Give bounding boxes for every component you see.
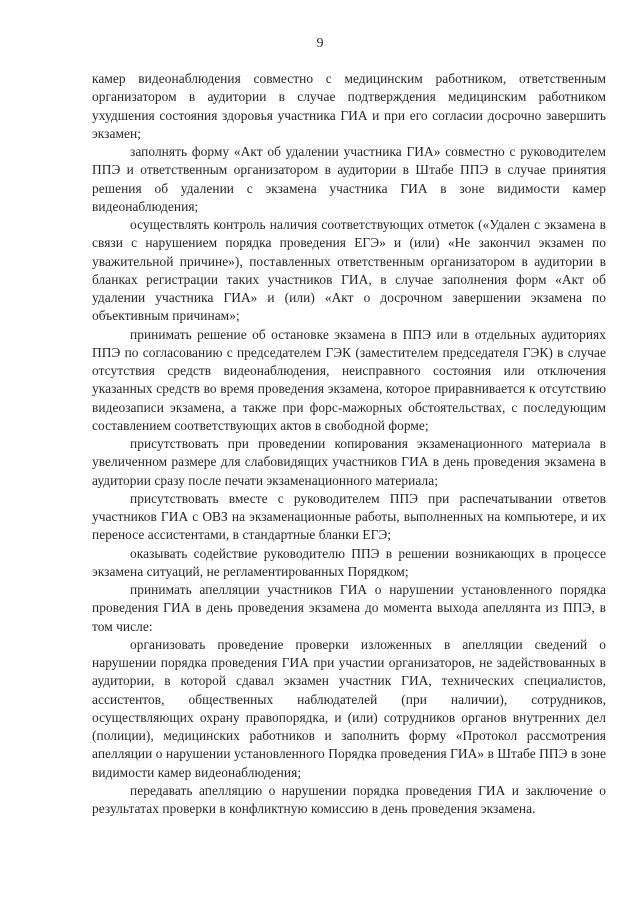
paragraph-removal-act: заполнять форму «Акт об удалении участника ГИА» совместно с руководителем ППЭ и ответственным организатором в аудитории в Штабе ППЭ в случае принятия решения об удалении с экзамена участника ГИА в зоне видимости камер видеонаблюдения; bbox=[92, 144, 606, 214]
paragraph-appeal-check: организовать проведение проверки изложенных в апелляции сведений о нарушении порядка проведения ГИА при участии организаторов, не задействованных в аудитории, в которой сдавал экзамен участник ГИА, технических специалистов, ассистентов, общественных наблюдателей (при наличии), сотрудников, осуществляющих охрану правопорядка, и (или) сотрудников органов внутренних дел (полиции), медицинских работников и заполнить форму «Протокол рассмотрения апелляции о нарушении установленного Порядка проведения ГИА» в Штабе ППЭ в зоне видимости камер видеонаблюдения; bbox=[92, 636, 606, 780]
document-body bbox=[92, 70, 606, 818]
paragraph-appeals: принимать апелляции участников ГИА о нарушении установленного порядка проведения ГИА в день проведения экзамена до момента выхода апеллянта из ППЭ, в том числе: bbox=[92, 582, 606, 634]
paragraph-appeal-transfer: передавать апелляцию о нарушении порядка проведения ГИА и заключение о результатах проверки в конфликтную комиссию в день проведения экзамена. bbox=[92, 782, 606, 816]
paragraph-exam-stop: принимать решение об остановке экзамена в ППЭ или в отдельных аудиториях ППЭ по согласованию с председателем ГЭК (заместителем председателя ГЭК) в случае отсутствия средств видеонаблюдения, неисправного состояния или отключения указанных средств во время проведения экзамена, которое приравнивается к отсутствию видеозаписи экзамена, а также при форс-мажорных обстоятельствах, с последующим составлением соответствующих актов в свободной форме; bbox=[92, 326, 606, 433]
paragraph-printing-answers: присутствовать вместе с руководителем ППЭ при распечатывании ответов участников ГИА с ОВЗ на экзаменационные работы, выполненных на компьютере, и их переносе ассистентами, в стандартные бланки ЕГЭ; bbox=[92, 490, 606, 543]
page-number: 9 bbox=[316, 36, 324, 51]
paragraph-continuation: камер видеонаблюдения совместно с медицинским работником, ответственным организатором в аудитории в случае подтверждения медицинским работником ухудшения состояния здоровья участника ГИА и при его согласии досрочно завершить экзамен; bbox=[92, 71, 606, 141]
paragraph-assistance: оказывать содействие руководителю ППЭ в решении возникающих в процессе экзамена ситуаций, не регламентированных Порядком; bbox=[92, 545, 606, 579]
paragraph-control-marks: осуществлять контроль наличия соответствующих отметок («Удален с экзамена в связи с нарушением порядка проведения ЕГЭ» и (или) «Не закончил экзамен по уважительной причине»), поставленных ответственным организатором в аудитории в бланках регистрации таких участников ГИА, в случае заполнения форм «Акт об удалении участника ГИА» и (или) «Акт о досрочном завершении экзамена по объективным причинам»; bbox=[92, 217, 606, 324]
paragraph-copying-materials: присутствовать при проведении копирования экзаменационного материала в увеличенном размере для слабовидящих участников ГИА в день проведения экзамена в аудитории сразу после печати экзаменационного материала; bbox=[92, 436, 606, 488]
